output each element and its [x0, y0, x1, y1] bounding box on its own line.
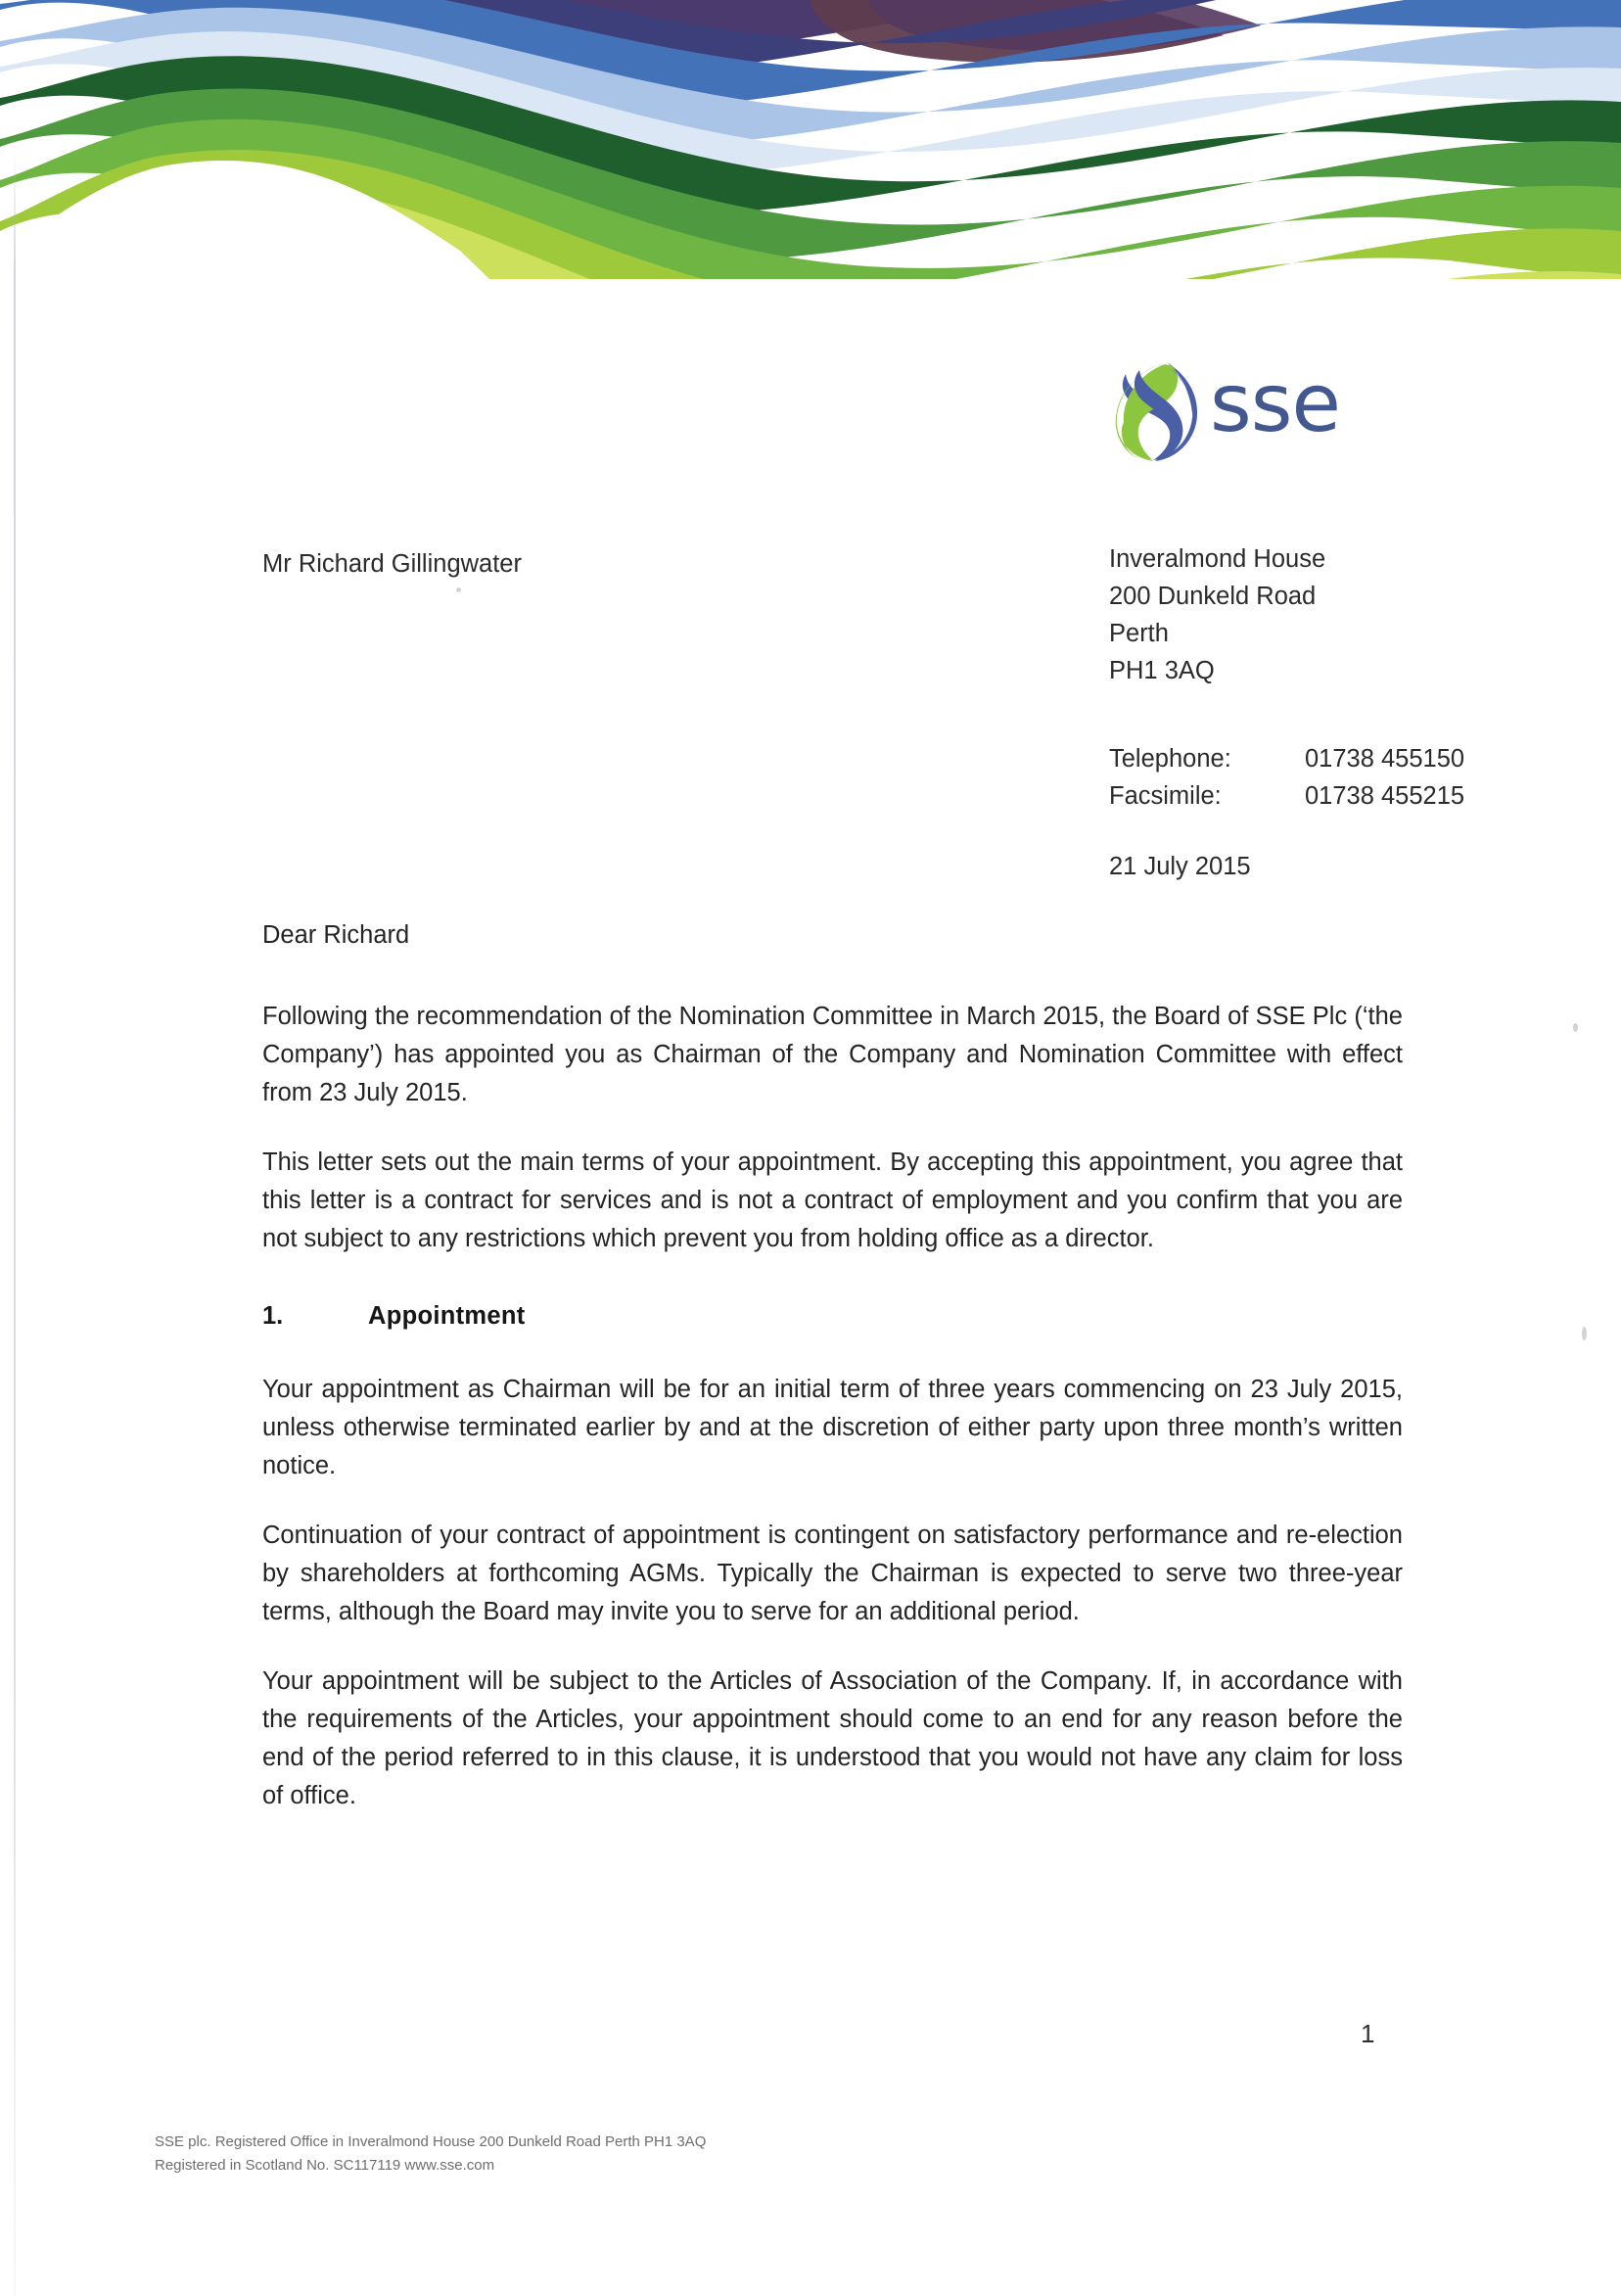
- section-heading-appointment: [262, 1297, 1403, 1335]
- wave-banner-graphic: [0, 0, 1621, 279]
- page-footer: [155, 2131, 1036, 2178]
- scan-artifact-speck: [1573, 1023, 1578, 1032]
- facsimile-row: [1109, 777, 1569, 815]
- address-line-3: Perth: [1109, 620, 1169, 647]
- telephone-value: 01738 455150: [1305, 745, 1465, 773]
- section-number: 1.: [262, 1302, 284, 1330]
- salutation: Dear Richard: [262, 921, 410, 949]
- section-1-paragraph-3: Your appointment will be subject to the Articles of Association of the Company. If, in accordance with the requirements of the Articles, your appointment should come to an end for any reason before the end of the period referred to in this clause, it is understood that you would not have any claim for loss of office.: [262, 1667, 1403, 1809]
- recipient-name: Mr Richard Gillingwater: [262, 550, 522, 578]
- letter-body: [262, 916, 1403, 1847]
- telephone-row: [1109, 740, 1569, 777]
- sender-address-block: [1109, 540, 1569, 689]
- scan-artifact-speck: [456, 587, 461, 592]
- address-line-2: 200 Dunkeld Road: [1109, 583, 1317, 610]
- body-paragraph-1: Following the recommendation of the Nomination Committee in March 2015, the Board of SSE Plc (‘the Company’) has appointed you as Chairman of the Company and Nomination Committee with effect from 23 July 2015.: [262, 1003, 1403, 1106]
- address-line-1: Inveralmond House: [1109, 545, 1326, 573]
- section-title: Appointment: [368, 1302, 526, 1330]
- sse-logo: [1104, 354, 1417, 470]
- sse-flame-logo-icon: [1104, 360, 1200, 462]
- facsimile-label: Facsimile:: [1109, 782, 1222, 810]
- sse-wordmark: sse: [1210, 357, 1340, 450]
- page-number: 1: [1361, 2019, 1375, 2048]
- section-1-paragraph-2: Continuation of your contract of appointment is contingent on satisfactory performance and re-election by shareholders at forthcoming AGMs. Typically the Chairman is expected to serve two three-year terms, although the Board may invite you to serve for an additional period.: [262, 1522, 1403, 1625]
- telephone-label: Telephone:: [1109, 745, 1231, 773]
- scan-artifact-speck: [1582, 1327, 1587, 1340]
- contact-block: [1109, 740, 1569, 815]
- scan-artifact-line: [14, 147, 16, 2296]
- footer-line-2: Registered in Scotland No. SC117119 www.sse.com: [155, 2157, 495, 2174]
- section-1-paragraph-1: Your appointment as Chairman will be for an initial term of three years commencing on 23 July 2015, unless otherwise terminated earlier by and at the discretion of either party upon three month’s written notice.: [262, 1376, 1403, 1479]
- body-paragraph-2: This letter sets out the main terms of your appointment. By accepting this appointment, you agree that this letter is a contract for services and is not a contract of employment and you confirm that you are not subject to any restrictions which prevent you from holding office as a director.: [262, 1148, 1403, 1252]
- sse-wave-banner: [0, 0, 1621, 279]
- facsimile-value: 01738 455215: [1305, 782, 1465, 810]
- letter-date: 21 July 2015: [1109, 853, 1251, 880]
- footer-line-1: SSE plc. Registered Office in Inveralmond House 200 Dunkeld Road Perth PH1 3AQ: [155, 2133, 707, 2150]
- address-line-4: PH1 3AQ: [1109, 657, 1215, 684]
